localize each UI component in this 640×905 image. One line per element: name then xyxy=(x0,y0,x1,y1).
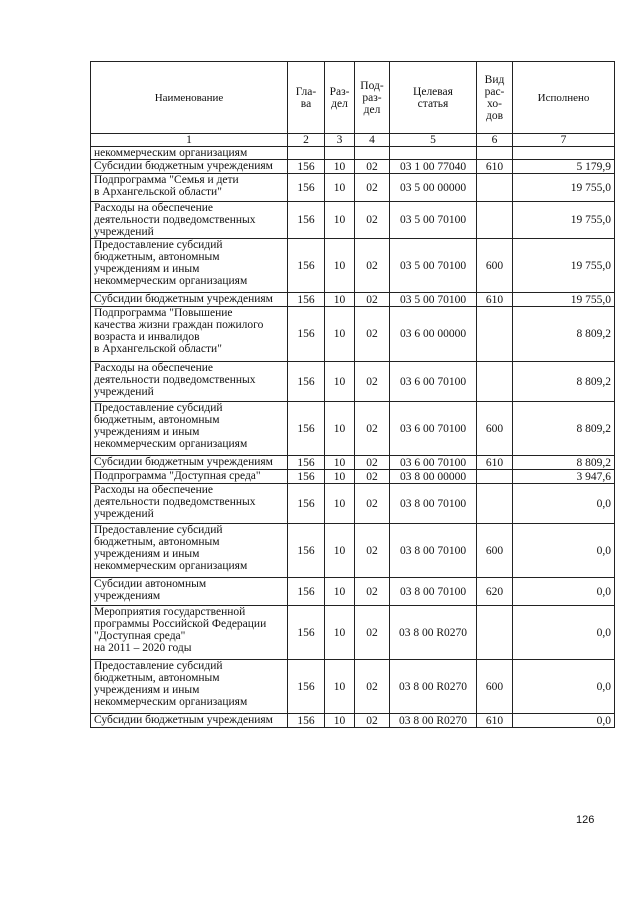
cell-ispolneno: 19 755,0 xyxy=(513,239,615,293)
column-number-row xyxy=(91,134,615,147)
cell-celevaya-statya: 03 8 00 R0270 xyxy=(390,660,477,714)
cell-name: Субсидии бюджетным учреждениям xyxy=(91,714,288,728)
cell-vid-rashodov: 600 xyxy=(477,402,513,456)
cell-razdel: 10 xyxy=(325,714,355,728)
cell-celevaya-statya: 03 8 00 00000 xyxy=(390,470,477,484)
cell-celevaya-statya: 03 6 00 70100 xyxy=(390,456,477,470)
cell-name: Предоставление субсидий бюджетным, автономным учреждениям и иным некоммерческим организациям xyxy=(91,524,288,578)
column-number: 2 xyxy=(288,134,325,147)
cell-podrazdel: 02 xyxy=(355,160,390,174)
cell-ispolneno: 0,0 xyxy=(513,484,615,524)
cell-podrazdel: 02 xyxy=(355,402,390,456)
cell-glava: 156 xyxy=(288,524,325,578)
cell-name: Расходы на обеспечение деятельности подведомственных учреждений xyxy=(91,362,288,402)
column-number: 7 xyxy=(513,134,615,147)
cell-glava: 156 xyxy=(288,307,325,362)
cell-celevaya-statya: 03 8 00 70100 xyxy=(390,578,477,606)
cell-ispolneno: 19 755,0 xyxy=(513,202,615,239)
header-podrazdel: Под- раз- дел xyxy=(355,62,390,134)
cell-glava: 156 xyxy=(288,456,325,470)
column-number: 5 xyxy=(390,134,477,147)
cell-ispolneno: 8 809,2 xyxy=(513,362,615,402)
cell-ispolneno: 3 947,6 xyxy=(513,470,615,484)
cell-ispolneno: 0,0 xyxy=(513,660,615,714)
cell-vid-rashodov xyxy=(477,174,513,202)
cell-razdel: 10 xyxy=(325,456,355,470)
cell-glava: 156 xyxy=(288,578,325,606)
cell-celevaya-statya: 03 8 00 R0270 xyxy=(390,606,477,660)
table-row xyxy=(91,456,615,470)
cell-razdel: 10 xyxy=(325,578,355,606)
column-number: 6 xyxy=(477,134,513,147)
cell-ispolneno: 0,0 xyxy=(513,578,615,606)
cell-razdel: 10 xyxy=(325,307,355,362)
cell-celevaya-statya: 03 8 00 70100 xyxy=(390,524,477,578)
cell-vid-rashodov: 610 xyxy=(477,456,513,470)
cell-name: Расходы на обеспечение деятельности подведомственных учреждений xyxy=(91,202,288,239)
header-celevaya-statya: Целевая статья xyxy=(390,62,477,134)
cell-glava: 156 xyxy=(288,174,325,202)
cell-razdel: 10 xyxy=(325,402,355,456)
cell-glava: 156 xyxy=(288,293,325,307)
table-row xyxy=(91,362,615,402)
cell-ispolneno: 19 755,0 xyxy=(513,293,615,307)
cell-glava: 156 xyxy=(288,160,325,174)
header-row xyxy=(91,62,615,134)
cell-celevaya-statya: 03 8 00 R0270 xyxy=(390,714,477,728)
cell-razdel: 10 xyxy=(325,174,355,202)
header-razdel: Раз- дел xyxy=(325,62,355,134)
cell-razdel: 10 xyxy=(325,470,355,484)
cell-vid-rashodov xyxy=(477,362,513,402)
cell-glava xyxy=(288,147,325,160)
cell-podrazdel: 02 xyxy=(355,484,390,524)
cell-razdel: 10 xyxy=(325,362,355,402)
cell-podrazdel: 02 xyxy=(355,578,390,606)
table-row xyxy=(91,578,615,606)
cell-podrazdel: 02 xyxy=(355,202,390,239)
cell-vid-rashodov xyxy=(477,307,513,362)
budget-table xyxy=(90,61,615,728)
cell-name: Предоставление субсидий бюджетным, автономным учреждениям и иным некоммерческим организациям xyxy=(91,239,288,293)
cell-celevaya-statya: 03 6 00 70100 xyxy=(390,402,477,456)
cell-vid-rashodov: 610 xyxy=(477,293,513,307)
cell-glava: 156 xyxy=(288,239,325,293)
header-ispolneno: Исполнено xyxy=(513,62,615,134)
cell-name: Подпрограмма "Семья и дети в Архангельской области" xyxy=(91,174,288,202)
cell-podrazdel: 02 xyxy=(355,660,390,714)
cell-podrazdel: 02 xyxy=(355,714,390,728)
table-row xyxy=(91,402,615,456)
cell-razdel: 10 xyxy=(325,293,355,307)
cell-name: Субсидии автономным учреждениям xyxy=(91,578,288,606)
header-name: Наименование xyxy=(91,62,288,134)
cell-podrazdel: 02 xyxy=(355,174,390,202)
cell-glava: 156 xyxy=(288,606,325,660)
cell-name: Подпрограмма "Доступная среда" xyxy=(91,470,288,484)
cell-razdel xyxy=(325,147,355,160)
column-number: 4 xyxy=(355,134,390,147)
cell-ispolneno: 0,0 xyxy=(513,524,615,578)
cell-vid-rashodov: 600 xyxy=(477,660,513,714)
table-body xyxy=(91,147,615,728)
cell-razdel: 10 xyxy=(325,202,355,239)
table-row xyxy=(91,470,615,484)
table-row xyxy=(91,660,615,714)
cell-razdel: 10 xyxy=(325,484,355,524)
cell-name: некоммерческим организациям xyxy=(91,147,288,160)
cell-ispolneno xyxy=(513,147,615,160)
cell-glava: 156 xyxy=(288,202,325,239)
cell-name: Расходы на обеспечение деятельности подведомственных учреждений xyxy=(91,484,288,524)
table-row xyxy=(91,202,615,239)
cell-razdel: 10 xyxy=(325,160,355,174)
cell-podrazdel: 02 xyxy=(355,293,390,307)
cell-celevaya-statya: 03 8 00 70100 xyxy=(390,484,477,524)
header-vid-rashodov: Вид рас- хо- дов xyxy=(477,62,513,134)
table-row xyxy=(91,239,615,293)
cell-name: Предоставление субсидий бюджетным, автономным учреждениям и иным некоммерческим организациям xyxy=(91,402,288,456)
cell-name: Мероприятия государственной программы Российской Федерации "Доступная среда" на 2011 – 2020 годы xyxy=(91,606,288,660)
cell-podrazdel: 02 xyxy=(355,606,390,660)
cell-celevaya-statya: 03 1 00 77040 xyxy=(390,160,477,174)
cell-podrazdel xyxy=(355,147,390,160)
cell-podrazdel: 02 xyxy=(355,362,390,402)
table-row xyxy=(91,147,615,160)
cell-celevaya-statya: 03 6 00 00000 xyxy=(390,307,477,362)
cell-ispolneno: 8 809,2 xyxy=(513,402,615,456)
cell-glava: 156 xyxy=(288,484,325,524)
cell-vid-rashodov: 610 xyxy=(477,714,513,728)
cell-celevaya-statya xyxy=(390,147,477,160)
cell-vid-rashodov xyxy=(477,470,513,484)
cell-vid-rashodov: 600 xyxy=(477,239,513,293)
cell-podrazdel: 02 xyxy=(355,239,390,293)
cell-podrazdel: 02 xyxy=(355,470,390,484)
column-number: 1 xyxy=(91,134,288,147)
column-number: 3 xyxy=(325,134,355,147)
header-glava: Гла- ва xyxy=(288,62,325,134)
cell-name: Субсидии бюджетным учреждениям xyxy=(91,160,288,174)
table-row xyxy=(91,484,615,524)
cell-celevaya-statya: 03 5 00 70100 xyxy=(390,239,477,293)
cell-name: Подпрограмма "Повышение качества жизни граждан пожилого возраста и инвалидов в Архангельской области" xyxy=(91,307,288,362)
cell-celevaya-statya: 03 5 00 70100 xyxy=(390,293,477,307)
table-row xyxy=(91,160,615,174)
cell-razdel: 10 xyxy=(325,524,355,578)
cell-razdel: 10 xyxy=(325,239,355,293)
cell-glava: 156 xyxy=(288,402,325,456)
table-row xyxy=(91,524,615,578)
cell-razdel: 10 xyxy=(325,606,355,660)
page-number: 126 xyxy=(576,814,595,826)
cell-podrazdel: 02 xyxy=(355,456,390,470)
cell-vid-rashodov: 600 xyxy=(477,524,513,578)
cell-podrazdel: 02 xyxy=(355,307,390,362)
cell-vid-rashodov: 620 xyxy=(477,578,513,606)
cell-glava: 156 xyxy=(288,660,325,714)
cell-podrazdel: 02 xyxy=(355,524,390,578)
table-row xyxy=(91,714,615,728)
cell-vid-rashodov xyxy=(477,147,513,160)
table-row xyxy=(91,307,615,362)
cell-ispolneno: 0,0 xyxy=(513,714,615,728)
cell-celevaya-statya: 03 6 00 70100 xyxy=(390,362,477,402)
cell-glava: 156 xyxy=(288,714,325,728)
cell-ispolneno: 19 755,0 xyxy=(513,174,615,202)
cell-glava: 156 xyxy=(288,470,325,484)
cell-ispolneno: 5 179,9 xyxy=(513,160,615,174)
cell-ispolneno: 0,0 xyxy=(513,606,615,660)
cell-name: Предоставление субсидий бюджетным, автономным учреждениям и иным некоммерческим организациям xyxy=(91,660,288,714)
cell-ispolneno: 8 809,2 xyxy=(513,456,615,470)
table-row xyxy=(91,293,615,307)
cell-celevaya-statya: 03 5 00 70100 xyxy=(390,202,477,239)
cell-name: Субсидии бюджетным учреждениям xyxy=(91,293,288,307)
table-row xyxy=(91,174,615,202)
table-row xyxy=(91,606,615,660)
cell-vid-rashodov: 610 xyxy=(477,160,513,174)
cell-ispolneno: 8 809,2 xyxy=(513,307,615,362)
cell-vid-rashodov xyxy=(477,202,513,239)
cell-celevaya-statya: 03 5 00 00000 xyxy=(390,174,477,202)
cell-vid-rashodov xyxy=(477,606,513,660)
cell-razdel: 10 xyxy=(325,660,355,714)
cell-name: Субсидии бюджетным учреждениям xyxy=(91,456,288,470)
cell-glava: 156 xyxy=(288,362,325,402)
cell-vid-rashodov xyxy=(477,484,513,524)
